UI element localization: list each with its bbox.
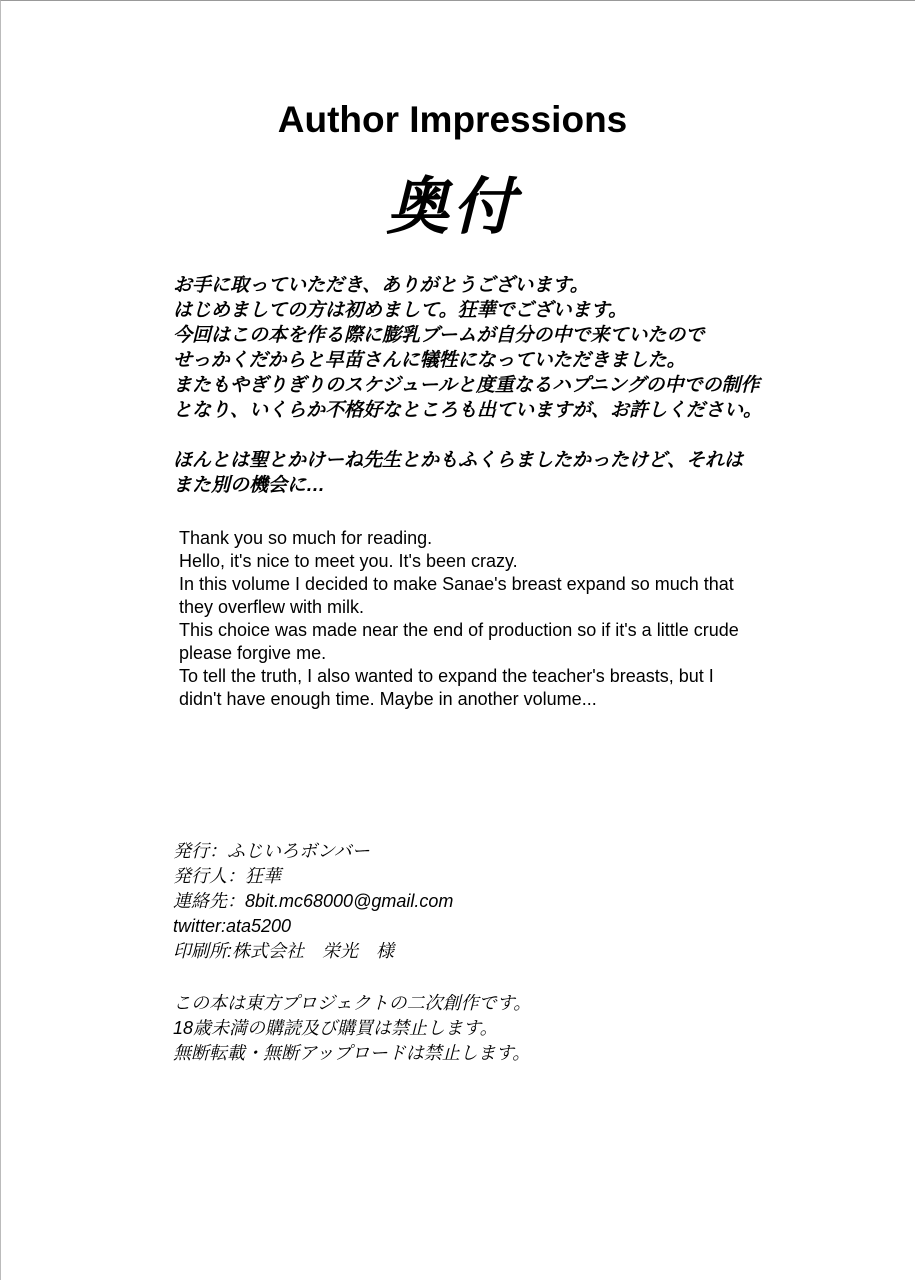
text-line: はじめましての方は初めまして。狂華でございます。 — [173, 300, 628, 321]
japanese-message — [173, 273, 762, 498]
notice-line: この本は東方プロジェクトの二次創作です。 — [173, 993, 532, 1013]
printer-line: 印刷所:株式会社 栄光 様 — [173, 941, 394, 961]
page-subtitle: 奥付 — [386, 173, 519, 242]
text-line: また別の機会に… — [173, 475, 326, 496]
english-message — [179, 527, 739, 711]
text-line: Hello, it's nice to meet you. It's been crazy. — [179, 551, 518, 571]
text-line: 今回はこの本を作る際に膨乳ブームが自分の中で来ていたので — [173, 325, 705, 346]
publisher-line: 発行：ふじいろボンバー — [173, 841, 370, 861]
text-line: didn't have enough time. Maybe in another volume... — [179, 689, 597, 709]
text-line: This choice was made near the end of production so if it's a little crude — [179, 620, 739, 640]
text-line: お手に取っていただき、ありがとうございます。 — [173, 275, 589, 296]
text-line: となり、いくらか不格好なところも出ていますが、お許しください。 — [173, 400, 763, 421]
text-line: せっかくだからと早苗さんに犠牲になっていただきました。 — [173, 350, 686, 371]
text-line: ほんとは聖とかけーね先生とかもふくらましたかったけど、それは — [173, 450, 744, 471]
page-title: Author Impressions — [277, 99, 628, 140]
text-line: またもやぎりぎりのスケジュールと度重なるハプニングの中での制作 — [173, 375, 760, 396]
issuer-line: 発行人：狂華 — [173, 866, 281, 886]
notice-line: 無断転載・無断アップロードは禁止します。 — [173, 1043, 531, 1063]
text-line: To tell the truth, I also wanted to expand the teacher's breasts, but I — [179, 666, 714, 686]
text-line: In this volume I decided to make Sanae's breast expand so much that — [179, 574, 734, 594]
twitter-line: twitter:ata5200 — [173, 916, 292, 936]
colophon — [173, 839, 531, 1066]
contact-line: 連絡先：8bit.mc68000@gmail.com — [173, 891, 454, 911]
text-line: please forgive me. — [179, 643, 327, 663]
notice-line: 18歳未満の購読及び購買は禁止します。 — [173, 1018, 498, 1038]
text-line: Thank you so much for reading. — [179, 528, 433, 548]
text-line: they overflew with milk. — [179, 597, 365, 617]
